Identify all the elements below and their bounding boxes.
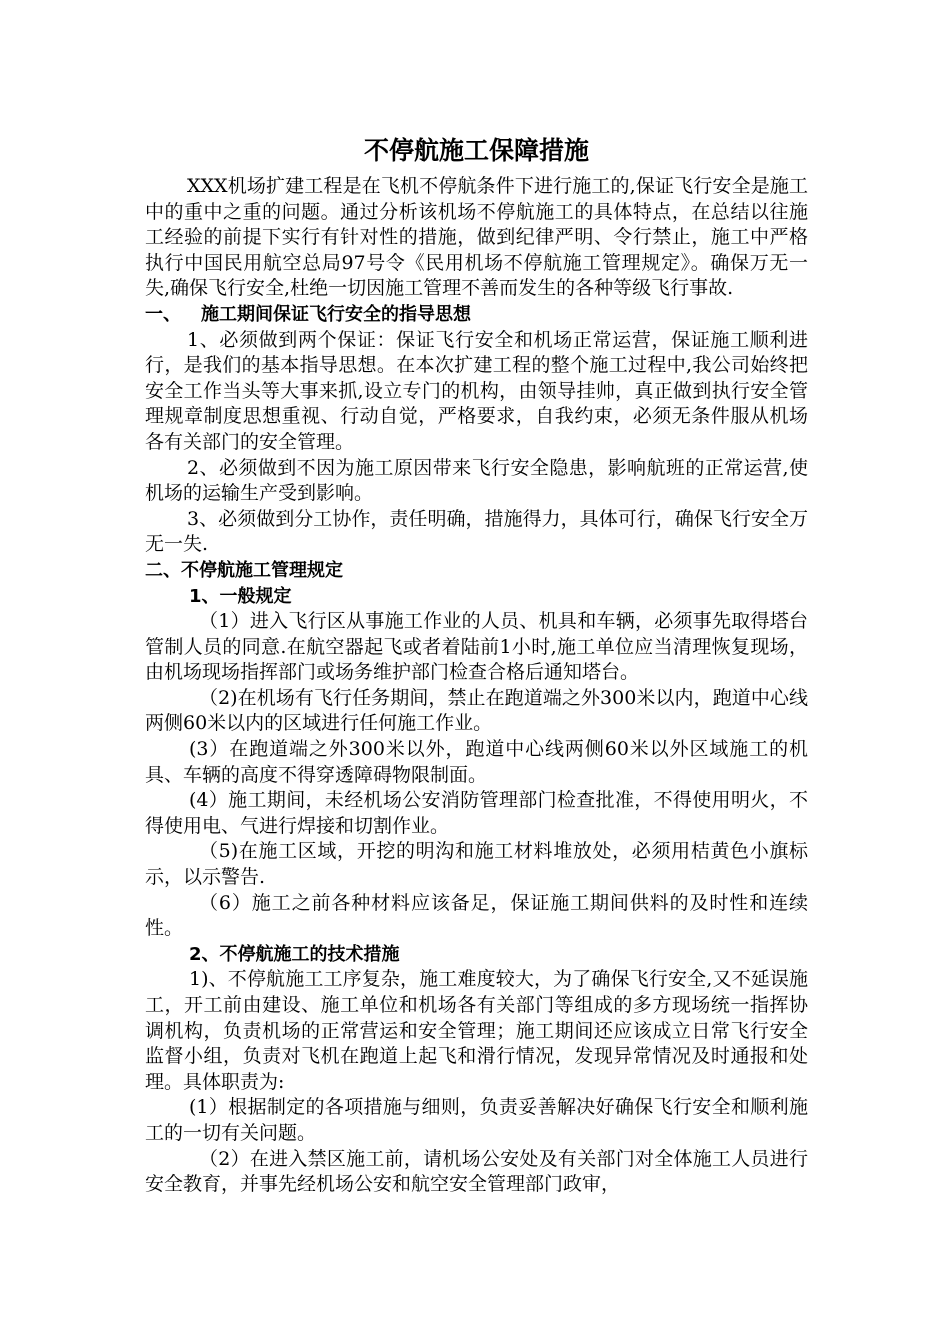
technical-item: 1)、不停航施工工序复杂，施工难度较大，为了确保飞行安全,又不延误施工，开工前由建设、施工单位和机场各有关部门等组成的多方现场统一指挥协调机构，负责机场的正常营运和安全管理；施工期间还应该成立日常飞行安全监督小组，负责对飞机在跑道上起飞和滑行情况，发现异常情况及时通报和处理。具体职责为:	[145, 968, 808, 1093]
rule-item: （5)在施工区域，开挖的明沟和施工材料堆放处，必须用桔黄色小旗标示，以示警告.	[145, 840, 808, 889]
section-1-item: 1、必须做到两个保证：保证飞行安全和机场正常运营，保证施工顺利进行，是我们的基本指导思想。在本次扩建工程的整个施工过程中,我公司始终把安全工作当头等大事来抓,设立专门的机构，由领导挂帅，真正做到执行安全管理规章制度思想重视、行动自觉，严格要求，自我约束，必须无条件服从机场各有关部门的安全管理。	[145, 328, 808, 453]
rule-item: （2)在机场有飞行任务期间，禁止在跑道端之外300米以内，跑道中心线两侧60米以内的区域进行任何施工作业。	[145, 686, 808, 735]
rule-item: （6）施工之前各种材料应该备足，保证施工期间供料的及时性和连续性。	[145, 891, 808, 940]
document-page	[145, 132, 808, 1198]
rule-item: (4）施工期间，未经机场公安消防管理部门检查批准，不得使用明火，不得使用电、气进行焊接和切割作业。	[145, 789, 808, 837]
section-1-title: 施工期间保证飞行安全的指导思想	[201, 303, 471, 325]
section-1-heading	[145, 302, 808, 328]
rule-item: （1）进入飞行区从事施工作业的人员、机具和车辆，必须事先取得塔台管制人员的同意.在航空器起飞或者着陆前1小时,施工单位应当清理恢复现场，由机场现场指挥部门或场务维护部门检查合格后通知塔台。	[145, 610, 808, 684]
section-1-number: 一、	[145, 303, 181, 325]
section-2-heading: 二、不停航施工管理规定	[145, 559, 343, 581]
rule-item: (3）在跑道端之外300米以外，跑道中心线两侧60米以外区域施工的机具、车辆的高度不得穿透障碍物限制面。	[145, 738, 808, 786]
document-title: 不停航施工保障措施	[363, 136, 589, 165]
subsection-technical-heading: 2、不停航施工的技术措施	[189, 943, 400, 965]
subsection-general-heading: 1、一般规定	[189, 585, 292, 607]
technical-item: (1）根据制定的各项措施与细则，负责妥善解决好确保飞行安全和顺利施工的一切有关问题。	[145, 1096, 808, 1144]
section-1-item: 2、必须做到不因为施工原因带来飞行安全隐患，影响航班的正常运营,使机场的运输生产受到影响。	[145, 456, 808, 505]
intro-paragraph: XXX机场扩建工程是在飞机不停航条件下进行施工的,保证飞行安全是施工中的重中之重的问题。通过分析该机场不停航施工的具体特点，在总结以往施工经验的前提下实行有针对性的措施，做到纪律严明、令行禁止，施工中严格执行中国民用航空总局97号令《民用机场不停航施工管理规定》。确保万无一失,确保飞行安全,杜绝一切因施工管理不善而发生的各种等级飞行事故.	[145, 175, 808, 300]
section-1-item: 3、必须做到分工协作，责任明确，措施得力，具体可行，确保飞行安全万无一失.	[145, 507, 808, 556]
technical-item: （2）在进入禁区施工前，请机场公安处及有关部门对全体施工人员进行安全教育，并事先经机场公安和航空安全管理部门政审，	[145, 1147, 808, 1196]
